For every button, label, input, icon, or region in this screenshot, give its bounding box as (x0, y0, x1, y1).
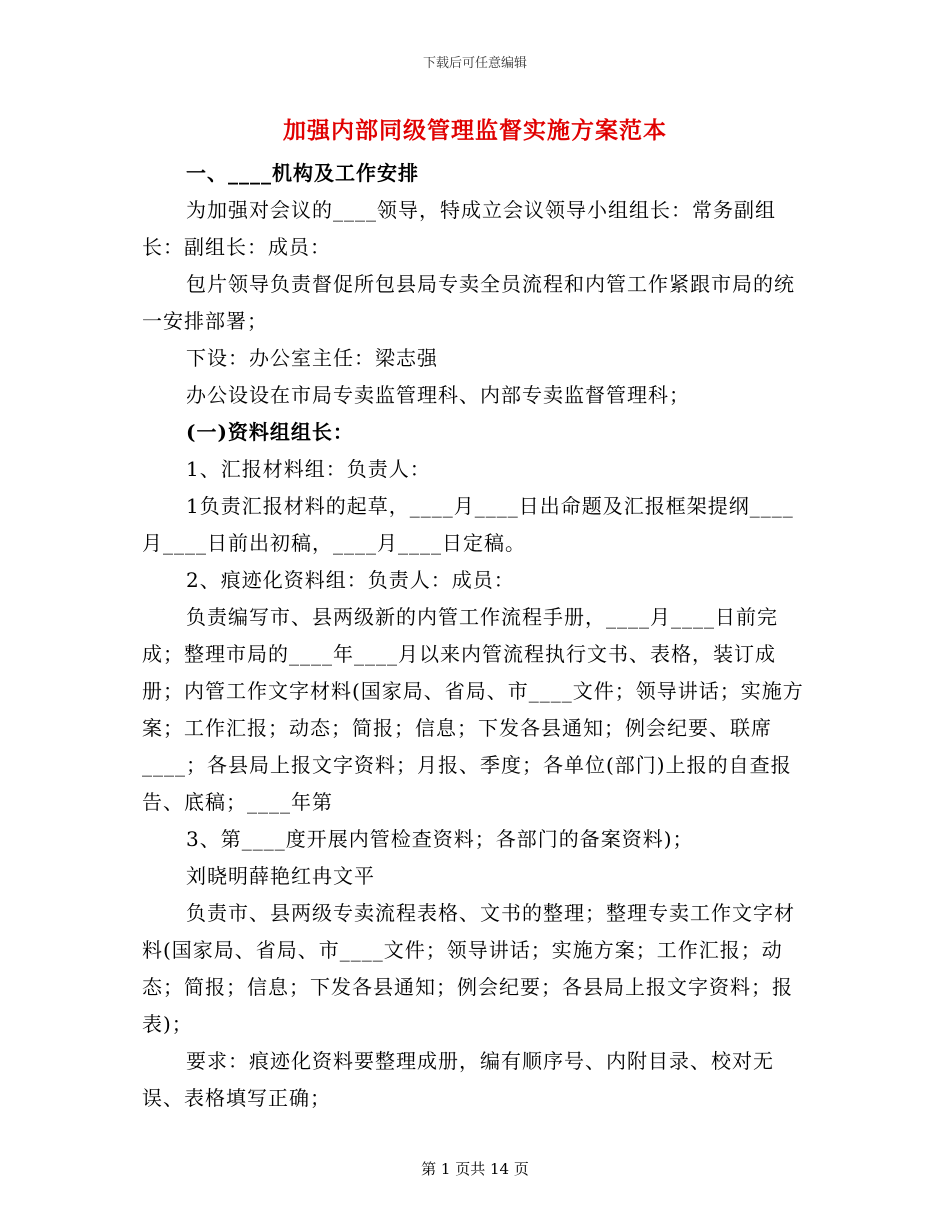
section-heading-organization: 一、____机构及工作安排 (186, 161, 419, 185)
page-footer: 第 1 页共 14 页 (421, 1160, 529, 1178)
paragraph-inspection-materials: 3、第____度开展内管检查资料；各部门的备案资料)； (186, 827, 694, 851)
document-title: 加强内部同级管理监督实施方案范本 (283, 117, 667, 144)
paragraph-form-organization: 负责市、县两级专卖流程表格、文书的整理；整理专卖工作文字材料(国家局、省局、市____文件；领导讲话；实施方案；工作汇报；动态；简报；信息；下发各县通知；例会纪要；各县局上报文字资料；报表)； (142, 901, 795, 1036)
paragraph-office-director: 下设：办公室主任：梁志强 (186, 346, 438, 370)
paragraph-leadership-group: 为加强对会议的____领导，特成立会议领导小组组长：常务副组长：副组长：成员： (142, 198, 776, 259)
paragraph-office-location: 办公设设在市局专卖监管理科、内部专卖监督管理科； (186, 383, 690, 407)
subheading-materials-group: (一)资料组组长： (186, 420, 354, 444)
paragraph-area-leaders: 包片领导负责督促所包县局专卖全员流程和内管工作紧跟市局的统一安排部署； (142, 272, 795, 333)
paragraph-requirements: 要求：痕迹化资料要整理成册，编有顺序号、内附目录、校对无误、表格填写正确； (142, 1049, 774, 1110)
paragraph-report-drafting: 1负责汇报材料的起草，____月____日出命题及汇报框架提纲____月____日前出初稿，____月____日定稿。 (142, 494, 794, 555)
paragraph-report-materials: 1、汇报材料组：负责人： (186, 457, 431, 481)
paragraph-trace-materials: 2、痕迹化资料组：负责人：成员： (186, 568, 515, 592)
paragraph-member-names: 刘晓明薛艳红冉文平 (186, 864, 375, 888)
document-body (142, 155, 810, 1117)
paragraph-manual-compilation: 负责编写市、县两级新的内管工作流程手册，____月____日前完成；整理市局的____年____月以来内管流程执行文书、表格，装订成册；内管工作文字材料(国家局、省局、市____文件；领导讲话；实施方案；工作汇报；动态；简报；信息；下发各县通知；例会纪要、联席____；各县局上报文字资料；月报、季度；各单位(部门)上报的自查报告、底稿；____年第 (142, 605, 804, 814)
header-note: 下载后可任意编辑 (422, 56, 527, 71)
